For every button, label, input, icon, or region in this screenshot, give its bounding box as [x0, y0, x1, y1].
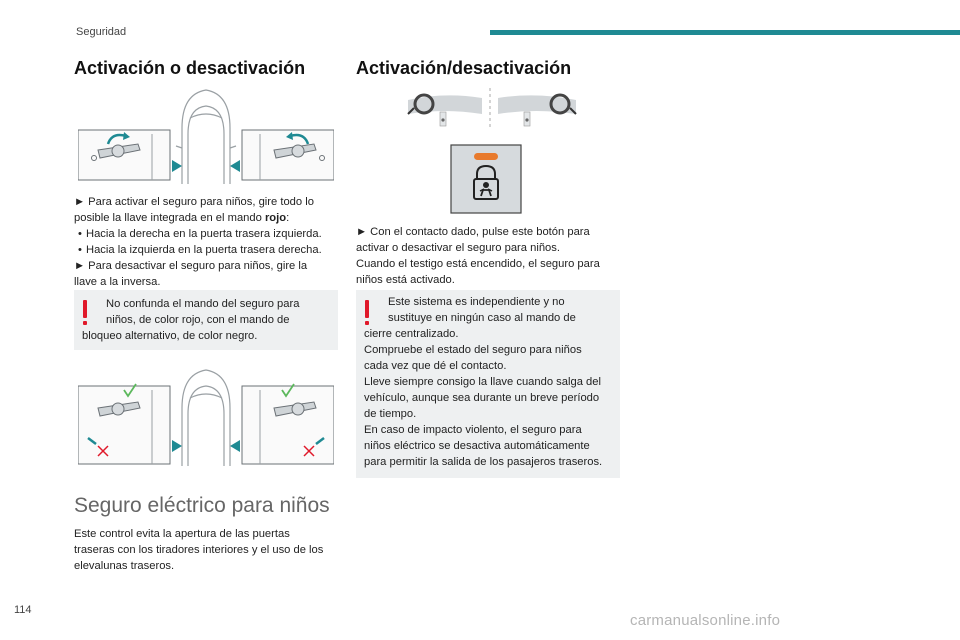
pointer-arrow-right — [230, 160, 240, 172]
activate-instructions: ► Para activar el seguro para niños, gire todo lo posible la llave integrada en el mando rojo: • Hacia la derecha en la puerta trasera izquierda. • Hacia la izquierda en la puerta trasera derecha. ► Para desactivar el seguro para niños, gire la llave a la inversa. — [74, 194, 344, 290]
left-heading: Activación o desactivación — [74, 58, 306, 78]
button-instructions: ► Con el contacto dado, pulse este botón para activar o desactivar el seguro para niños. Cuando el testigo está encendido, el seguro para niños está activado. — [356, 226, 600, 286]
section-title: Seguridad — [76, 26, 127, 38]
pointer-arrow-right — [230, 440, 240, 452]
electric-description: Este control evita la apertura de las puertas traseras con los tiradores interiores y el uso de los elevalunas traseros. — [74, 528, 324, 572]
warning-box-left: No confunda el mando del seguro para niños, de color rojo, con el mando de bloqueo alternativo, de color negro. — [74, 290, 338, 350]
indicator-light — [474, 153, 498, 160]
header-accent-bar — [490, 30, 960, 35]
right-heading: Activación/desactivación — [356, 58, 572, 78]
dashboard-steering-diagram — [404, 86, 580, 132]
watermark: carmanualsonline.info — [630, 612, 781, 629]
child-lock-diagram-deactivate — [78, 368, 334, 466]
left-door-panel — [78, 386, 170, 464]
car-top-view-icon — [176, 90, 236, 184]
warning-box-right: Este sistema es independiente y no sustituye en ningún caso al mando de cierre centralizado. Compruebe el estado del seguro para niños cada vez que dé el contacto. Lleve siempre consigo la llave cuando salga del vehículo, aunque sea durante un breve período de tiempo. En caso de impacto violento, el seguro para niños eléctrico se desactiva automáticamente para permitir la salida de los pasajeros traseros. — [356, 290, 620, 478]
warning-icon — [364, 300, 370, 328]
section-heading-electric: Seguro eléctrico para niños — [74, 494, 330, 517]
warning-icon — [82, 300, 88, 328]
child-lock-button-icon — [450, 144, 522, 214]
pointer-arrow-left — [172, 440, 182, 452]
child-lock-diagram-activate — [78, 88, 334, 184]
bullet-item: • Hacia la derecha en la puerta trasera izquierda. — [74, 226, 344, 242]
rhd-dashboard-icon — [498, 95, 576, 126]
page-number: 114 — [14, 604, 32, 616]
bullet-item: • Hacia la izquierda en la puerta trasera derecha. — [74, 242, 344, 258]
pointer-arrow-left — [172, 160, 182, 172]
right-door-panel — [242, 386, 334, 464]
lhd-dashboard-icon — [408, 95, 482, 126]
car-top-view-icon — [182, 370, 230, 466]
